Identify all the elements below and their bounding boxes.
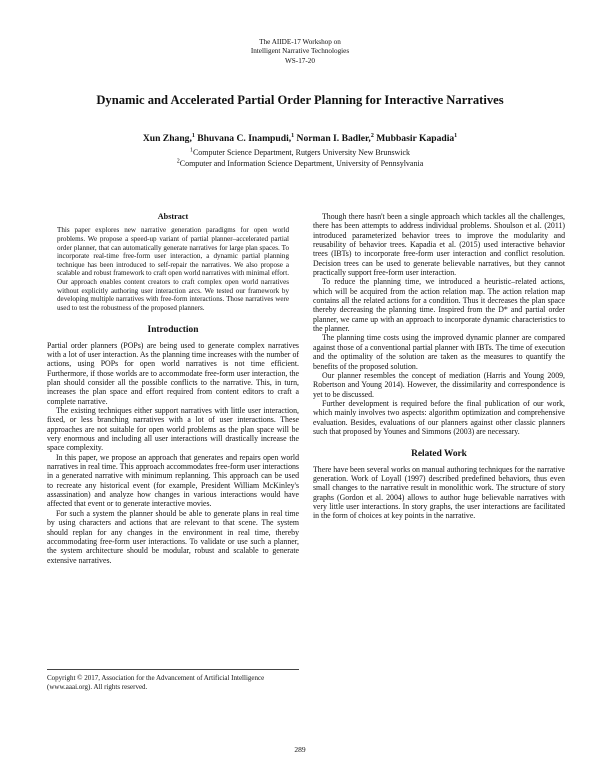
- right-column: [313, 212, 565, 521]
- affiliation-1-text: Computer Science Department, Rutgers University New Brunswick: [192, 148, 411, 157]
- author-list: [20, 133, 580, 144]
- author-3: Norman I. Badler,: [296, 133, 371, 144]
- abstract-heading: Abstract: [157, 212, 189, 221]
- venue-line-2: Intelligent Narrative Technologies: [250, 47, 350, 56]
- author-4: Mubbasir Kapadia: [376, 133, 455, 144]
- affiliations: [20, 148, 580, 169]
- affiliation-1: [20, 148, 580, 159]
- intro-paragraph-4: For such a system the planner should be able to generate plans in real time by using characters and actions that are relevant to that scene. The system should replan for any changes in the environment in real time, thereby accommodating free-form user interactions. To validate or use such a planner, the system architecture should be modular, robust and scalable to generate extensive narratives.: [47, 508, 299, 565]
- author-2-affiliation-mark: 1: [291, 132, 295, 139]
- intro-paragraph-3: In this paper, we propose an approach that generates and repairs open world narratives in real time. This approach accommodates free-form user interactions in a generated narrative with minimum replanning. This approach can be used to recreate any historical event (for example, President William McKinley's assassination) and analyze how changes in various interactions would have affected that event or to generate interactive movies.: [47, 452, 299, 509]
- affiliation-2-mark: 2: [176, 157, 180, 164]
- author-4-affiliation-mark: 1: [454, 132, 458, 139]
- copyright-notice: Copyright © 2017, Association for the Advancement of Artificial Intelligence (www.aaai.org). All rights reserved.: [47, 669, 299, 691]
- introduction-heading: Introduction: [147, 325, 199, 336]
- author-1-affiliation-mark: 1: [191, 132, 195, 139]
- affiliation-2-text: Computer and Information Science Department, University of Pennsylvania: [179, 158, 424, 168]
- affiliation-2: [20, 159, 580, 170]
- workshop-header: [0, 38, 600, 66]
- page-number: 289: [294, 745, 306, 754]
- related-work-heading: Related Work: [411, 449, 467, 460]
- intro-paragraph-6: To reduce the planning time, we introduced a heuristic–related actions, which will be acquired from the action relation map. The action relation map contains all the related actions for a condition. Thus it decreases the plan space thereby decreasing the planning time. Inspired from the D* and partial order planner, we came up with an approach to incorporate dynamic characteristics to the planner.: [313, 277, 565, 334]
- affiliation-1-mark: 1: [189, 147, 193, 154]
- paper-title: Dynamic and Accelerated Partial Order Planning for Interactive Narratives: [96, 93, 504, 107]
- related-work-paragraph-1: There have been several works on manual authoring techniques for the narrative generation. Work of Loyall (1997) described predefined behaviors, thus even small changes to the narrative result in monolithic work. The structure of story graphs (Gordon et al. 2004) allows to author huge believable narratives with very little user interactions. In story graphs, the user interactions are facilitated in the form of choices at key points in the narrative.: [313, 464, 565, 521]
- author-2: Bhuvana C. Inampudi,: [197, 133, 292, 144]
- author-1: Xun Zhang,: [142, 133, 192, 144]
- author-3-affiliation-mark: 2: [370, 132, 374, 139]
- venue-line-3: WS-17-20: [285, 56, 315, 65]
- intro-paragraph-2: The existing techniques either support narratives with little user interaction, fixed, or less branching narratives with a lot of user interactions. These approaches are not suitable for open world problems as the plan space will be very enormous and including all user interactions will drastically increase the space complexity.: [47, 406, 299, 453]
- venue-line-1: The AIIDE-17 Workshop on: [259, 38, 341, 46]
- intro-paragraph-8: Our planner resembles the concept of mediation (Harris and Young 2009, Robertson and Young 2014). However, the dissimilarity and correspondence is yet to be discussed.: [313, 370, 565, 399]
- left-column: [47, 212, 299, 565]
- intro-paragraph-5: Though there hasn't been a single approach which tackles all the challenges, there has been attempts to address individual problems. Shoulson et al. (2011) introduced parameterized behavior trees to improve the modularity and reusability of behavior trees. Kapadia et al. (2015) used interactive behavior trees (IBTs) to incorporate free-form user interaction and conflict resolution. Decision trees can be used to generate believable narratives, but they cannot practically support free-form user interaction.: [313, 212, 565, 278]
- intro-paragraph-1: Partial order planners (POPs) are being used to generate complex narratives with a lot of user interaction. As the planning time increases with the number of actions, using POPs for open world narratives is not time efficient. Furthermore, if those worlds are to accommodate free-form user interaction, the plan should consider all the possible conflicts to the narrative. This, in turn, increases the plan space and effort required from content editors to craft a complete narrative.: [47, 340, 299, 406]
- intro-paragraph-7: The planning time costs using the improved dynamic planner are compared against those of a conventional partial planner with IBTs. The time of execution and the optimality of the solution are taken as the measures to quantify the benefits of the proposed solution.: [313, 333, 565, 371]
- intro-paragraph-9: Further development is required before the final publication of our work, which mainly involves two aspects: algorithm optimization and comprehensive evaluation. Besides, evaluations of our planners against other classic planners such that proposed by Younes and Simmons (2003) are necessary.: [313, 398, 565, 436]
- abstract-text: This paper explores new narrative generation paradigms for open world problems. We propose a speed-up variant of partial planner–accelerated partial order planner, that can automatically generate narratives for large plan spaces. To incorporate real-time free-form user interaction, a dynamic partial planning technique has been introduced to self-repair the narratives. We also propose a scalable and robust framework to craft open world narratives with minimal effort. Our approach enables content creators to craft complex open world narratives without explicitly authoring user interaction arcs. We tested our framework by developing multiple narratives with free-form interactions. Those narratives were used to test the robustness of the proposed planners.: [57, 226, 289, 312]
